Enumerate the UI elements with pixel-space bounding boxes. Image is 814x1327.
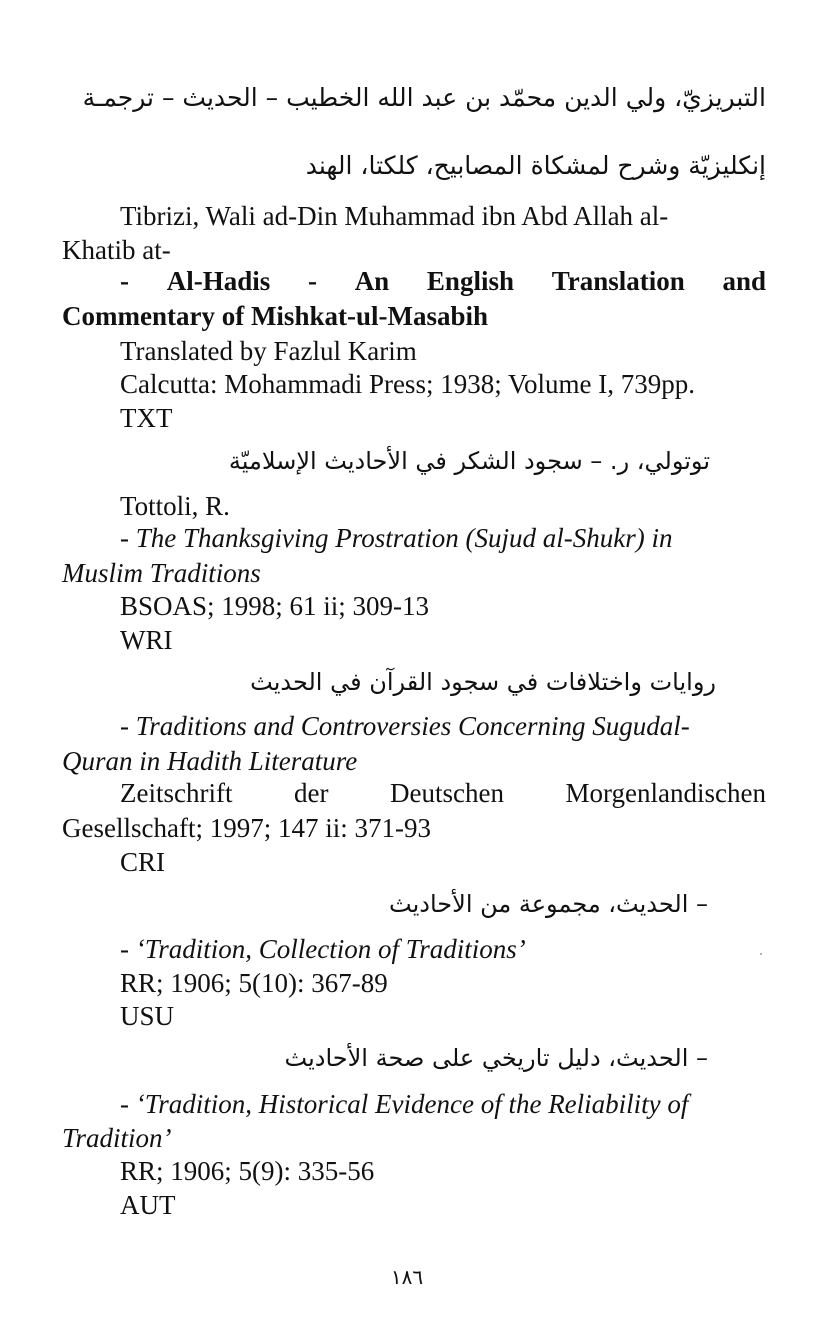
entry-2-title-line-2: Muslim Traditions [62, 558, 261, 588]
entry-1-title-line-1 [120, 264, 766, 298]
entry-3-publication-line-1 [120, 776, 766, 810]
entry-3-publication-line-2: Gesellschaft; 1997; 147 ii: 371-93 [62, 813, 431, 843]
publication-word: der [294, 778, 329, 808]
publication-word: Deutschen [390, 778, 504, 808]
entry-4-arabic: – الحديث، مجموعة من الأحاديث [389, 890, 708, 918]
entry-1-arabic-line-1: التبريزيّ، ولي الدين محمّد بن عبد الله الخطيب – الحديث – ترجمـة [82, 83, 766, 112]
publication-word: Morgenlandischen [565, 778, 766, 808]
publication-word: Zeitschrift [120, 778, 233, 808]
entry-1-code: TXT [120, 403, 173, 433]
title-word: English [426, 266, 514, 296]
entry-1-arabic-line-2: إنكليزيّة وشرح لمشكاة المصابيح، كلكتا، الهند [305, 151, 766, 180]
entry-2-author: Tottoli, R. [120, 491, 230, 521]
entry-5-title-line-2: Tradition’ [62, 1123, 172, 1153]
title-word: An [354, 266, 390, 296]
entry-1-translator: Translated by Fazlul Karim [120, 336, 417, 366]
entry-5-publication: RR; 1906; 5(9): 335-56 [120, 1156, 375, 1186]
entry-5-code: AUT [120, 1190, 176, 1220]
entry-3-title-line-1: - Traditions and Controversies Concerning Sugudal- [120, 711, 690, 741]
entry-2-arabic: توتولي، ر. – سجود الشكر في الأحاديث الإسلاميّة [228, 447, 710, 475]
title-word: - [307, 266, 317, 296]
title-word: - [120, 266, 129, 296]
entry-4-code: USU [120, 1001, 175, 1031]
entry-4-publication: RR; 1906; 5(10): 367-89 [120, 968, 388, 998]
entry-1-author-line-1: Tibrizi, Wali ad-Din Muhammad ibn Abd Allah al- [120, 201, 669, 231]
entry-2-code: WRI [120, 625, 173, 655]
entry-2-title-line-1: - The Thanksgiving Prostration (Sujud al-Shukr) in [120, 523, 673, 553]
entry-1-author-line-2: Khatib at- [62, 235, 171, 265]
entry-5-title-line-1: - ‘Tradition, Historical Evidence of the Reliability of [120, 1089, 689, 1119]
entry-5-arabic: – الحديث، دليل تاريخي على صحة الأحاديث [284, 1044, 708, 1072]
title-word: Translation [551, 266, 685, 296]
entry-4-title: - ‘Tradition, Collection of Traditions’ [120, 934, 526, 964]
page-number: ١٨٦ [390, 1265, 424, 1289]
entry-1-publication: Calcutta: Mohammadi Press; 1938; Volume I, 739pp. [120, 369, 695, 399]
entry-3-title-line-2: Quran in Hadith Literature [62, 746, 358, 776]
entry-2-publication: BSOAS; 1998; 61 ii; 309-13 [120, 591, 430, 621]
entry-3-code: CRI [120, 847, 166, 877]
entry-3-arabic: روايات واختلافات في سجود القرآن في الحديث [250, 668, 716, 696]
title-word: Al-Hadis [166, 266, 271, 296]
entry-1-title-line-2: Commentary of Mishkat-ul-Masabih [62, 301, 488, 331]
title-word: and [722, 266, 766, 296]
scan-speck [760, 953, 762, 955]
